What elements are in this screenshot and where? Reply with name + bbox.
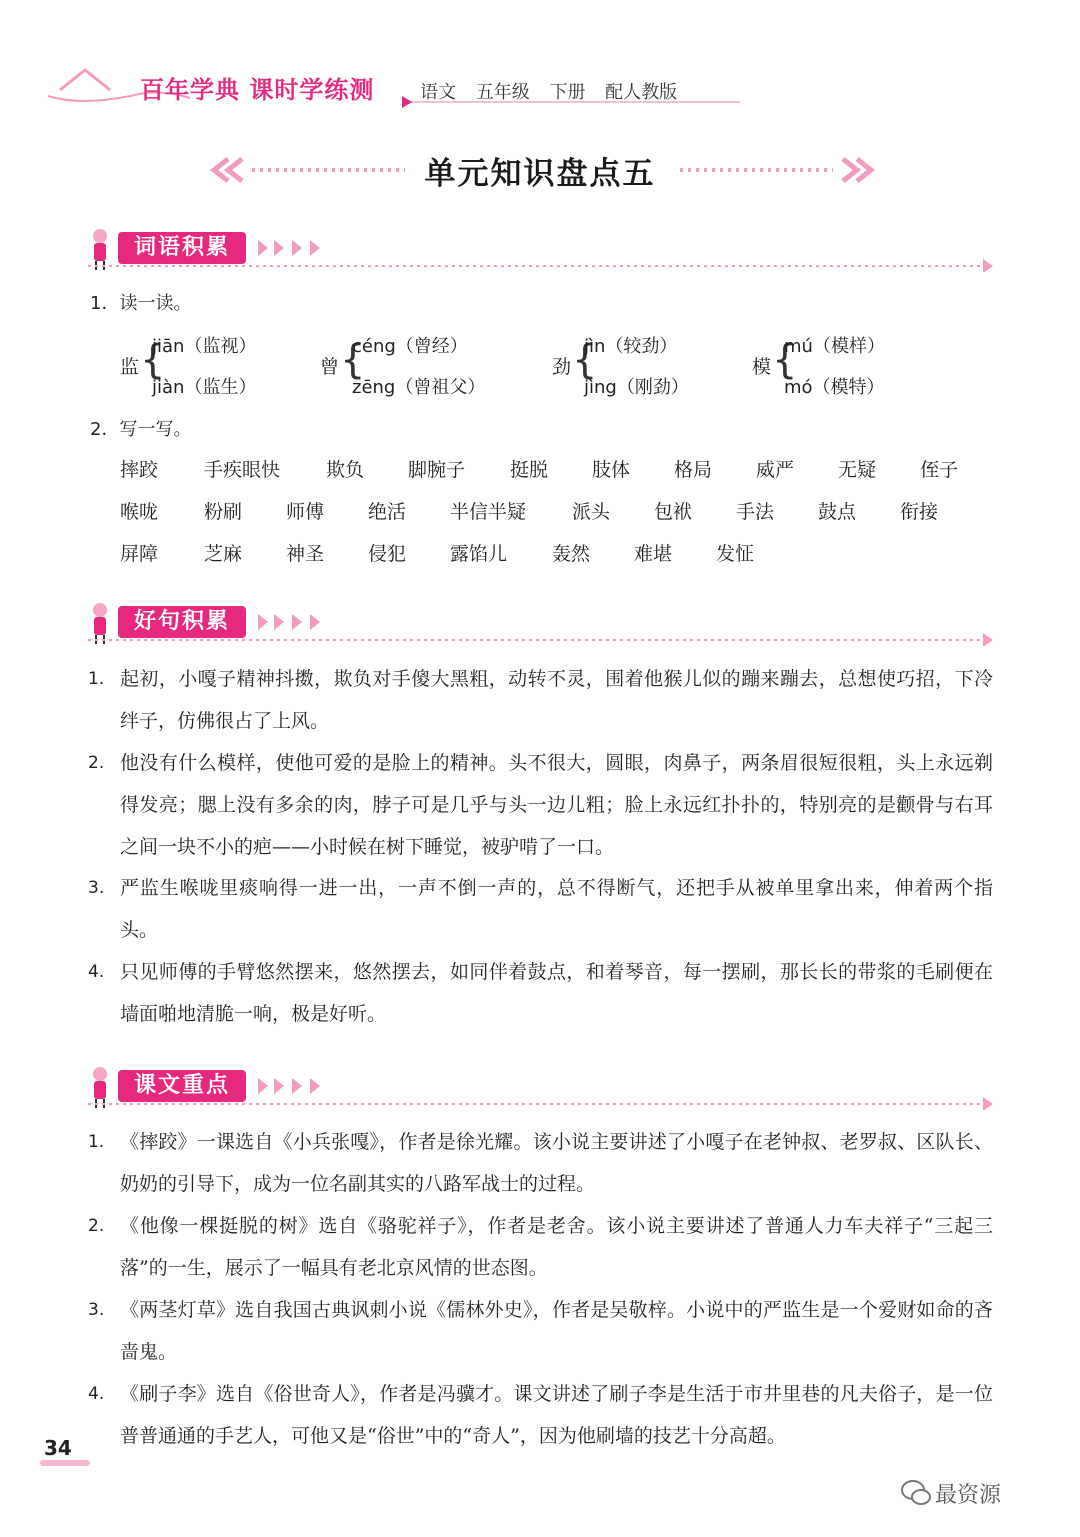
kid-icon: [93, 229, 107, 243]
section-label: 词语积累: [118, 232, 246, 264]
kid-icon: [93, 1067, 107, 1081]
book-meta: 语文 五年级 下册 配人教版: [420, 82, 678, 103]
read-item: 曾 { céng（曾经） zēng（曾祖父）: [320, 336, 486, 398]
read-item: 模 { mú（模样） mó（模特）: [752, 336, 885, 398]
section-header-words: [88, 226, 998, 272]
section-label: 好句积累: [118, 606, 246, 638]
watermark: 最资源: [935, 1483, 1002, 1508]
keypoint-item: 1. 《摔跤》一课选自《小兵张嘎》，作者是徐光耀。该小说主要讲述了小嘎子在老钟叔、老罗叔、区队长、奶奶的引导下，成为一位名副其实的八路军战士的过程。: [88, 1131, 993, 1195]
sentence-item: 1. 起初，小嘎子精神抖擞，欺负对手傻大黑粗，动转不灵，围着他猴儿似的蹦来蹦去，总想使巧招，下冷绊子，仿佛很占了上风。: [88, 668, 993, 732]
read-label: 1．读一读。: [90, 293, 192, 314]
arrow-icon: [402, 96, 412, 108]
write-label: 2．写一写。: [90, 419, 192, 440]
read-item: 劲 { jìn（较劲） jìng（刚劲）: [552, 336, 689, 398]
title-right-decoration: [675, 155, 875, 185]
read-item: 监 { jiān（监视） jiàn（监生）: [120, 336, 257, 398]
page-title: 单元知识盘点五: [424, 156, 656, 192]
section-header-keypoints: [88, 1064, 998, 1110]
sentence-item: 4. 只见师傅的手臂悠然摆来，悠然摆去，如同伴着鼓点，和着琴音，每一摆刷，那长长的带浆的毛刷便在墙面啪地清脆一响，极是好听。: [88, 961, 993, 1025]
keypoint-item: 4. 《刷子李》选自《俗世奇人》，作者是冯骥才。课文讲述了刷子李是生活于市井里巷的凡夫俗子，是一位普普通通的手艺人，可他又是“俗世”中的“奇人”，因为他刷墙的技艺十分高超。: [88, 1383, 993, 1447]
sentence-item: 3. 严监生喉咙里痰响得一进一出，一声不倒一声的，总不得断气，还把手从被单里拿出来，伸着两个指头。: [88, 877, 993, 941]
kid-icon: [93, 603, 107, 617]
section-header-sentences: [88, 600, 998, 646]
wechat-icon: [900, 1478, 932, 1508]
keypoint-item: 3. 《两茎灯草》选自我国古典讽刺小说《儒林外史》，作者是吴敬梓。小说中的严监生是一个爱财如命的吝啬鬼。: [88, 1299, 993, 1363]
sentence-item: 2. 他没有什么模样，使他可爱的是脸上的精神。头不很大，圆眼，肉鼻子，两条眉很短很粗，头上永远剃得发亮；腮上没有多余的肉，脖子可是几乎与头一边儿粗；脸上永远红扑扑的，特别亮的是颧骨与右耳之间一块不小的疤——小时候在树下睡觉，被驴啃了一口。: [88, 752, 993, 858]
footer-bar: [40, 1460, 90, 1466]
page-number: 34: [44, 1436, 72, 1460]
keypoint-item: 2. 《他像一棵挺脱的树》选自《骆驼祥子》，作者是老舍。该小说主要讲述了普通人力车夫祥子“三起三落”的一生，展示了一幅具有老北京风情的世态图。: [88, 1215, 993, 1279]
house-icon: [60, 70, 110, 90]
section-label: 课文重点: [118, 1070, 246, 1102]
brand-title: 百年学典 课时学练测: [140, 76, 375, 104]
